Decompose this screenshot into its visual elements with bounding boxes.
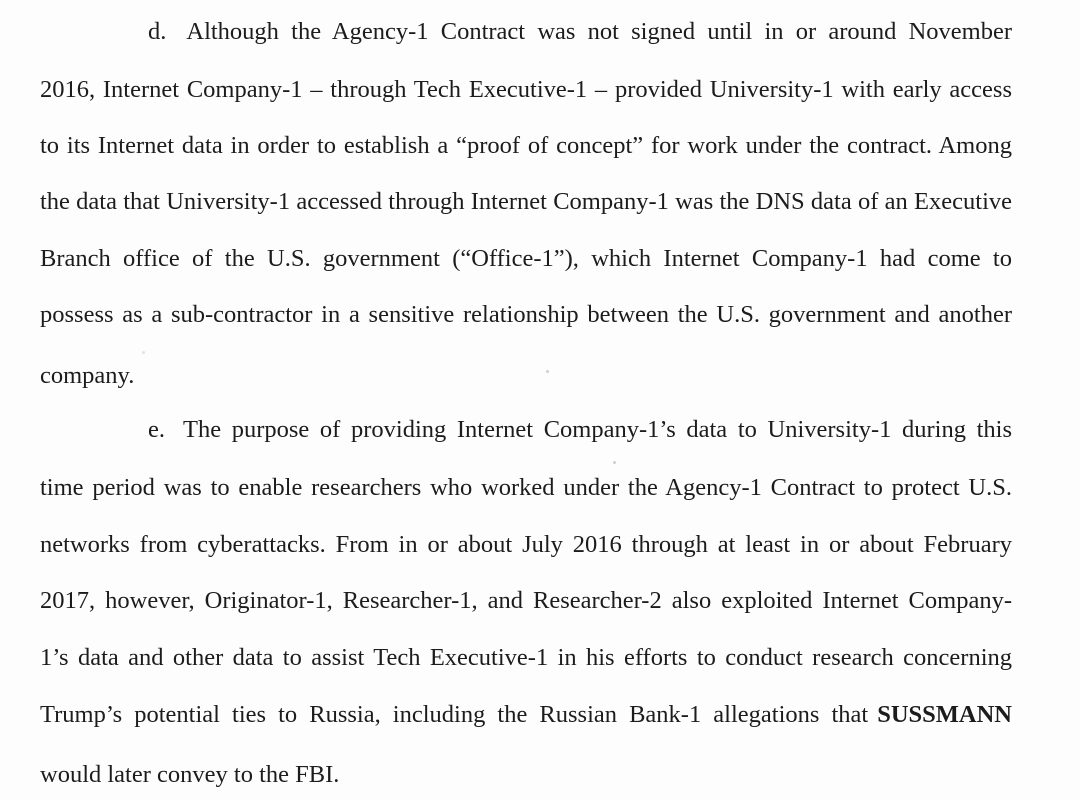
- paragraph-e-line-1-text: The purpose of providing Internet Company-1’s data to University-1 during this: [183, 416, 1012, 443]
- paragraph-d-line-6: possess as a sub-contractor in a sensitive relationship between the U.S. government and another: [40, 301, 1012, 328]
- paragraph-e-line-6-text: Trump’s potential ties to Russia, including the Russian Bank-1 allegations that: [40, 701, 869, 728]
- paragraph-d-line-3: to its Internet data in order to establish a “proof of concept” for work under the contract. Among: [40, 132, 1012, 159]
- paragraph-d-line-1: [148, 17, 1012, 47]
- paragraph-e-line-6: [40, 700, 1012, 730]
- paragraph-e-line-1: [148, 415, 1012, 445]
- scan-speck: [613, 461, 616, 464]
- paragraph-d-line-4: the data that University-1 accessed through Internet Company-1 was the DNS data of an Executive: [40, 188, 1012, 215]
- scan-speck: [142, 351, 145, 354]
- paragraph-d-line-5: Branch office of the U.S. government (“Office-1”), which Internet Company-1 had come to: [40, 245, 1012, 272]
- paragraph-e-line-3: networks from cyberattacks. From in or about July 2016 through at least in or about February: [40, 531, 1012, 558]
- paragraph-d-line-7: company.: [40, 362, 135, 389]
- paragraph-d-line-2: 2016, Internet Company-1 – through Tech Executive-1 – provided University-1 with early access: [40, 76, 1012, 103]
- paragraph-d-line-1-text: Although the Agency-1 Contract was not signed until in or around November: [186, 18, 1012, 45]
- paragraph-e-line-2: time period was to enable researchers who worked under the Agency-1 Contract to protect U.S.: [40, 474, 1012, 501]
- paragraph-e-line-5: 1’s data and other data to assist Tech Executive-1 in his efforts to conduct research concerning: [40, 644, 1012, 671]
- paragraph-d-marker: d.: [148, 18, 167, 45]
- paragraph-e-line-7: would later convey to the FBI.: [40, 761, 340, 788]
- paragraph-e-line-4: 2017, however, Originator-1, Researcher-1, and Researcher-2 also exploited Internet Company-: [40, 587, 1012, 614]
- paragraph-e-marker: e.: [148, 416, 165, 443]
- sussmann-bold-name: SUSSMANN: [877, 701, 1012, 728]
- scan-speck: [546, 370, 549, 373]
